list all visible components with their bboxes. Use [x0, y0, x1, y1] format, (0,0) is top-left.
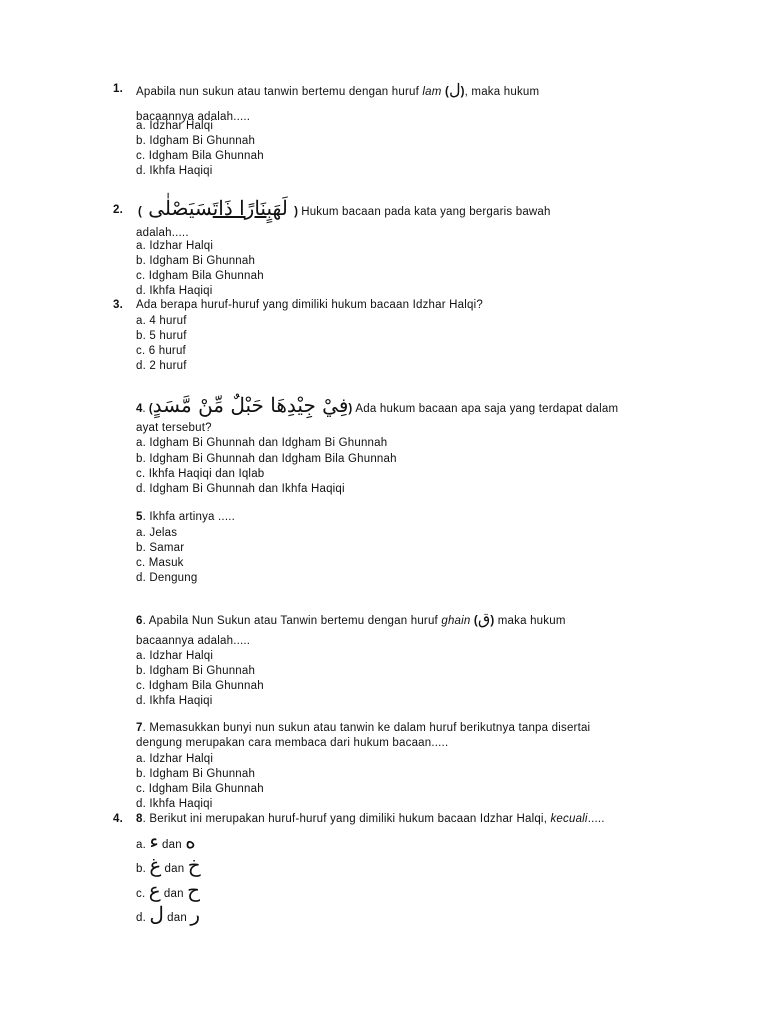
option-b: b. Idgham Bi Ghunnah [136, 665, 256, 677]
question-number: 5 [136, 511, 143, 523]
question-stem-continued: adalah..... [136, 227, 189, 239]
option-c: c. ع dan ح [136, 878, 201, 902]
arabic-letter: خ [187, 853, 201, 877]
option-a: a. 4 huruf [136, 315, 187, 327]
option-c: c. 6 huruf [136, 345, 186, 357]
question-stem: 8. Berikut ini merupakan huruf-huruf yang dimiliki hukum bacaan Idzhar Halqi, kecuali..... [136, 813, 605, 825]
option-b: b. Idgham Bi Ghunnah dan Idgham Bila Ghunnah [136, 453, 397, 465]
option-c: c. Idgham Bila Ghunnah [136, 783, 264, 795]
option-a: a. Jelas [136, 527, 178, 539]
option-c: c. Masuk [136, 557, 184, 569]
option-d: d. Ikhfa Haqiqi [136, 695, 213, 707]
option-a: a. Idzhar Halqi [136, 650, 214, 662]
arabic-letter: غ [149, 853, 162, 877]
question-number: 1. [113, 83, 123, 95]
arabic-letter: ق [477, 609, 491, 628]
arabic-letter: ل [448, 80, 461, 99]
option-a: a. Idgham Bi Ghunnah dan Idgham Bi Ghunnah [136, 437, 388, 449]
option-c: c. Idgham Bila Ghunnah [136, 680, 264, 692]
question-stem: ( لَهَبٍنَارًا ذَاتَسَيَصْلٰى ) Hukum bacaan pada kata yang bergaris bawah [138, 196, 551, 220]
option-d: d. Ikhfa Haqiqi [136, 165, 213, 177]
option-b: b. غ dan خ [136, 853, 201, 877]
arabic-letter: ء [149, 829, 159, 853]
question-number: 8 [136, 813, 143, 825]
arabic-letter: ل [149, 902, 164, 926]
arabic-letter: ر [190, 902, 201, 926]
option-a: a. ء dan ه [136, 829, 196, 853]
option-a: a. Idzhar Halqi [136, 753, 214, 765]
option-a: a. Idzhar Halqi [136, 120, 214, 132]
option-d: d. Ikhfa Haqiqi [136, 798, 213, 810]
option-c: c. Idgham Bila Ghunnah [136, 270, 264, 282]
option-b: b. Idgham Bi Ghunnah [136, 135, 256, 147]
option-d: d. Ikhfa Haqiqi [136, 285, 213, 297]
option-b: b. Samar [136, 542, 185, 554]
option-c: c. Idgham Bila Ghunnah [136, 150, 264, 162]
option-a: a. Idzhar Halqi [136, 240, 214, 252]
option-d: d. ل dan ر [136, 902, 201, 926]
question-stem: 4. (فِيْ جِيْدِهَا حَبْلٌ مِّنْ مَّسَدٍ) Ada hukum bacaan apa saja yang terdapat dalam [136, 393, 619, 417]
option-d: d. Dengung [136, 572, 198, 584]
question-stem-continued: bacaannya adalah..... [136, 111, 251, 123]
question-number: 3. [113, 299, 123, 311]
question-stem-continued: dengung merupakan cara membaca dari hukum bacaan..... [136, 737, 449, 749]
question-number: 4 [136, 403, 143, 415]
question-stem: Apabila nun sukun atau tanwin bertemu dengan huruf lam (ل), maka hukum [136, 80, 540, 99]
arabic-verse: لَهَبٍنَارًا ذَاتَسَيَصْلٰى [141, 196, 295, 220]
arabic-letter: ه [185, 829, 196, 853]
list-number: 4. [113, 813, 123, 825]
arabic-letter: ع [148, 878, 161, 902]
option-c: c. Ikhfa Haqiqi dan Iqlab [136, 468, 265, 480]
question-stem: 7. Memasukkan bunyi nun sukun atau tanwin ke dalam huruf berikutnya tanpa disertai [136, 722, 591, 734]
question-number: 7 [136, 722, 143, 734]
option-b: b. 5 huruf [136, 330, 187, 342]
option-b: b. Idgham Bi Ghunnah [136, 255, 256, 267]
option-b: b. Idgham Bi Ghunnah [136, 768, 256, 780]
question-stem: 6. Apabila Nun Sukun atau Tanwin bertemu dengan huruf ghain (ق) maka hukum [136, 609, 566, 628]
option-d: d. Idgham Bi Ghunnah dan Ikhfa Haqiqi [136, 483, 345, 495]
option-d: d. 2 huruf [136, 360, 187, 372]
question-number: 2. [113, 204, 123, 216]
question-stem: Ada berapa huruf-huruf yang dimiliki hukum bacaan Idzhar Halqi? [136, 299, 483, 311]
arabic-letter: ح [187, 878, 201, 902]
question-stem: 5. Ikhfa artinya ..... [136, 511, 236, 523]
question-stem-continued: bacaannya adalah..... [136, 635, 251, 647]
arabic-verse: فِيْ جِيْدِهَا حَبْلٌ مِّنْ مَّسَدٍ [152, 393, 349, 417]
question-stem-continued: ayat tersebut? [136, 422, 212, 434]
question-number: 6 [136, 615, 143, 627]
